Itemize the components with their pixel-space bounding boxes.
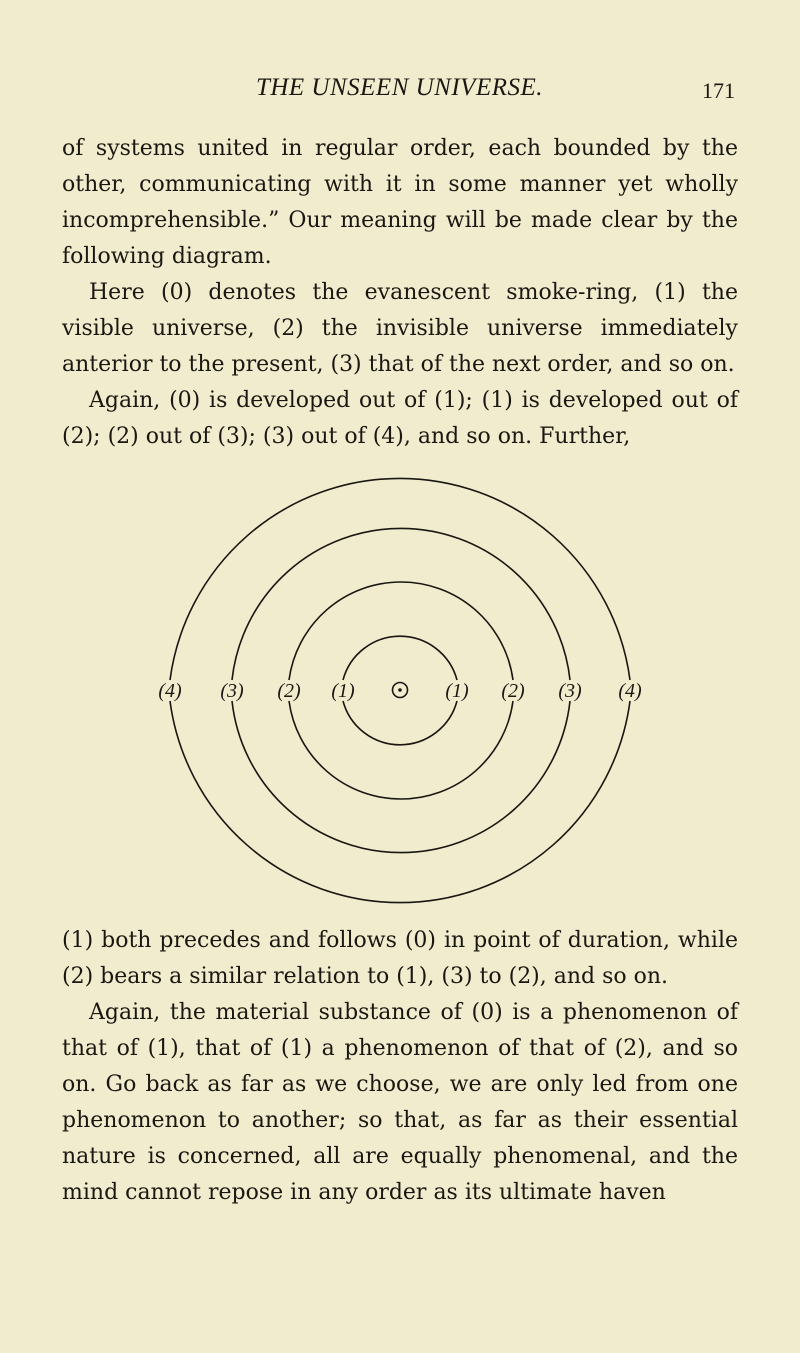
running-title: THE UNSEEN UNIVERSE. <box>255 74 544 101</box>
ring-1-upper <box>343 636 457 680</box>
label-left-4: (4) <box>158 680 182 702</box>
paragraph-material-substance: Again, the material substance of (0) is a phenomenon of that of (1), that of (1) a phenomenon of that of (2), and so on. Go back as far as we choose, we are only led from one phenomenon to another; so that, as far as their essential nature is concerned, all are equally phenomenal, and the mind cannot repose in any order as its ultimate haven <box>62 1000 738 1205</box>
paragraph-continuation: of systems united in regular order, each bounded by the other, communicating with it in some manner yet wholly incomprehensible.” Our meaning will be made clear by the following diagram. <box>62 136 738 269</box>
smoke-ring-inner-icon <box>398 688 402 692</box>
ring-4-lower <box>170 701 630 903</box>
lower-text-block <box>62 923 738 1211</box>
paragraph-denotes: Here (0) denotes the evanescent smoke-ring, (1) the visible universe, (2) the invisible universe immediately anterior to the present, (3) that of the next order, and so on. <box>62 280 738 377</box>
label-right-3: (3) <box>558 680 582 702</box>
paragraph-developed: Again, (0) is developed out of (1); (1) is developed out of (2); (2) out of (3); (3) out of (4), and so on. Further, <box>62 388 738 449</box>
label-right-1: (1) <box>445 680 469 702</box>
paragraph-precedes: (1) both precedes and follows (0) in point of duration, while (2) bears a similar relation to (1), (3) to (2), and so on. <box>62 928 738 989</box>
label-left-3: (3) <box>220 680 244 702</box>
label-right-2: (2) <box>501 680 525 702</box>
ring-4-upper <box>170 478 630 680</box>
ring-3-upper <box>232 528 570 680</box>
label-left-1: (1) <box>331 680 355 702</box>
label-left-2: (2) <box>277 680 301 702</box>
ring-1-lower <box>343 701 457 745</box>
ring-2-lower <box>289 701 513 799</box>
page-number: 171 <box>702 78 735 103</box>
ring-3-lower <box>232 701 570 853</box>
label-right-4: (4) <box>618 680 642 702</box>
ring-2-upper <box>289 582 513 680</box>
